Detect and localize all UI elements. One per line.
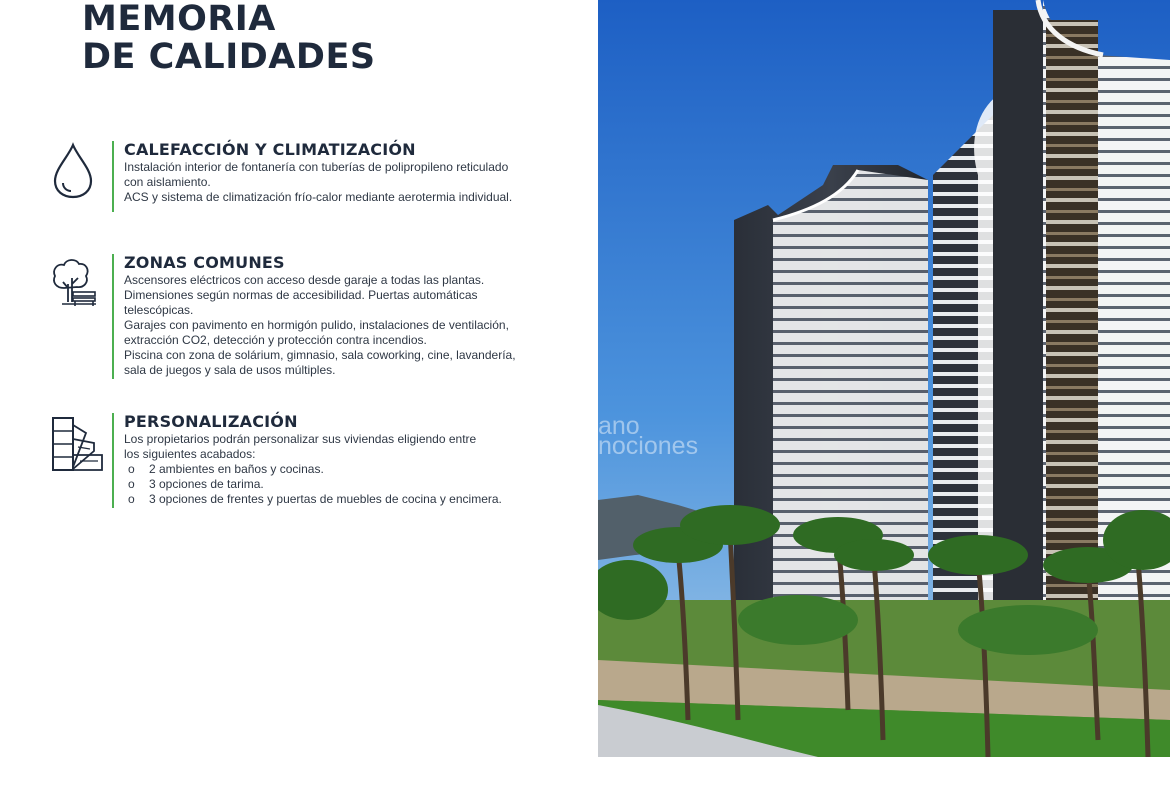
list-item: o 2 ambientes en baños y cocinas. <box>128 462 324 476</box>
section-text-line: Dimensiones según normas de accesibilidad. Puertas automáticas <box>124 288 478 302</box>
accent-bar <box>112 254 114 379</box>
section-heading: PERSONALIZACIÓN <box>124 412 298 431</box>
section-heading: ZONAS COMUNES <box>124 253 285 272</box>
page-title <box>82 0 376 76</box>
section-text-line: Garajes con pavimento en hormigón pulido, instalaciones de ventilación, <box>124 318 509 332</box>
section-text-line: Instalación interior de fontanería con tuberías de polipropileno reticulado <box>124 160 509 174</box>
title-line-2: DE CALIDADES <box>82 37 376 77</box>
watermark-text: nociones <box>598 432 699 460</box>
list-item: o 3 opciones de tarima. <box>128 477 264 491</box>
section-personalizacion <box>50 413 550 513</box>
section-text-line: los siguientes acabados: <box>124 447 256 461</box>
finishes-list <box>124 462 544 507</box>
section-calefaccion <box>50 141 550 216</box>
section-content <box>124 413 544 507</box>
accent-bar <box>112 141 114 212</box>
title-line-1: MEMORIA <box>82 0 276 39</box>
section-text-line: con aislamiento. <box>124 175 211 189</box>
tree-bench-icon <box>50 258 98 318</box>
section-text-line: extracción CO2, detección y protección contra incendios. <box>124 333 427 347</box>
section-content <box>124 141 544 205</box>
section-text-line: Ascensores eléctricos con acceso desde garaje a todas las plantas. <box>124 273 485 287</box>
section-text-line: sala de juegos y sala de usos múltiples. <box>124 363 336 377</box>
section-text-line: telescópicas. <box>124 303 194 317</box>
color-swatch-icon <box>50 415 98 475</box>
accent-bar <box>112 413 114 508</box>
section-text-line: Piscina con zona de solárium, gimnasio, sala coworking, cine, lavandería, <box>124 348 516 362</box>
section-zonas-comunes <box>50 254 550 384</box>
water-drop-icon <box>50 141 98 201</box>
building-photo <box>598 0 1170 757</box>
section-heading: CALEFACCIÓN Y CLIMATIZACIÓN <box>124 140 416 159</box>
section-text-line: Los propietarios podrán personalizar sus viviendas eligiendo entre <box>124 432 477 446</box>
section-content <box>124 254 544 378</box>
watermark-text: ano <box>598 412 640 440</box>
section-text-line: ACS y sistema de climatización frío-calor mediante aerotermia individual. <box>124 190 513 204</box>
list-item: o 3 opciones de frentes y puertas de muebles de cocina y encimera. <box>128 492 502 506</box>
